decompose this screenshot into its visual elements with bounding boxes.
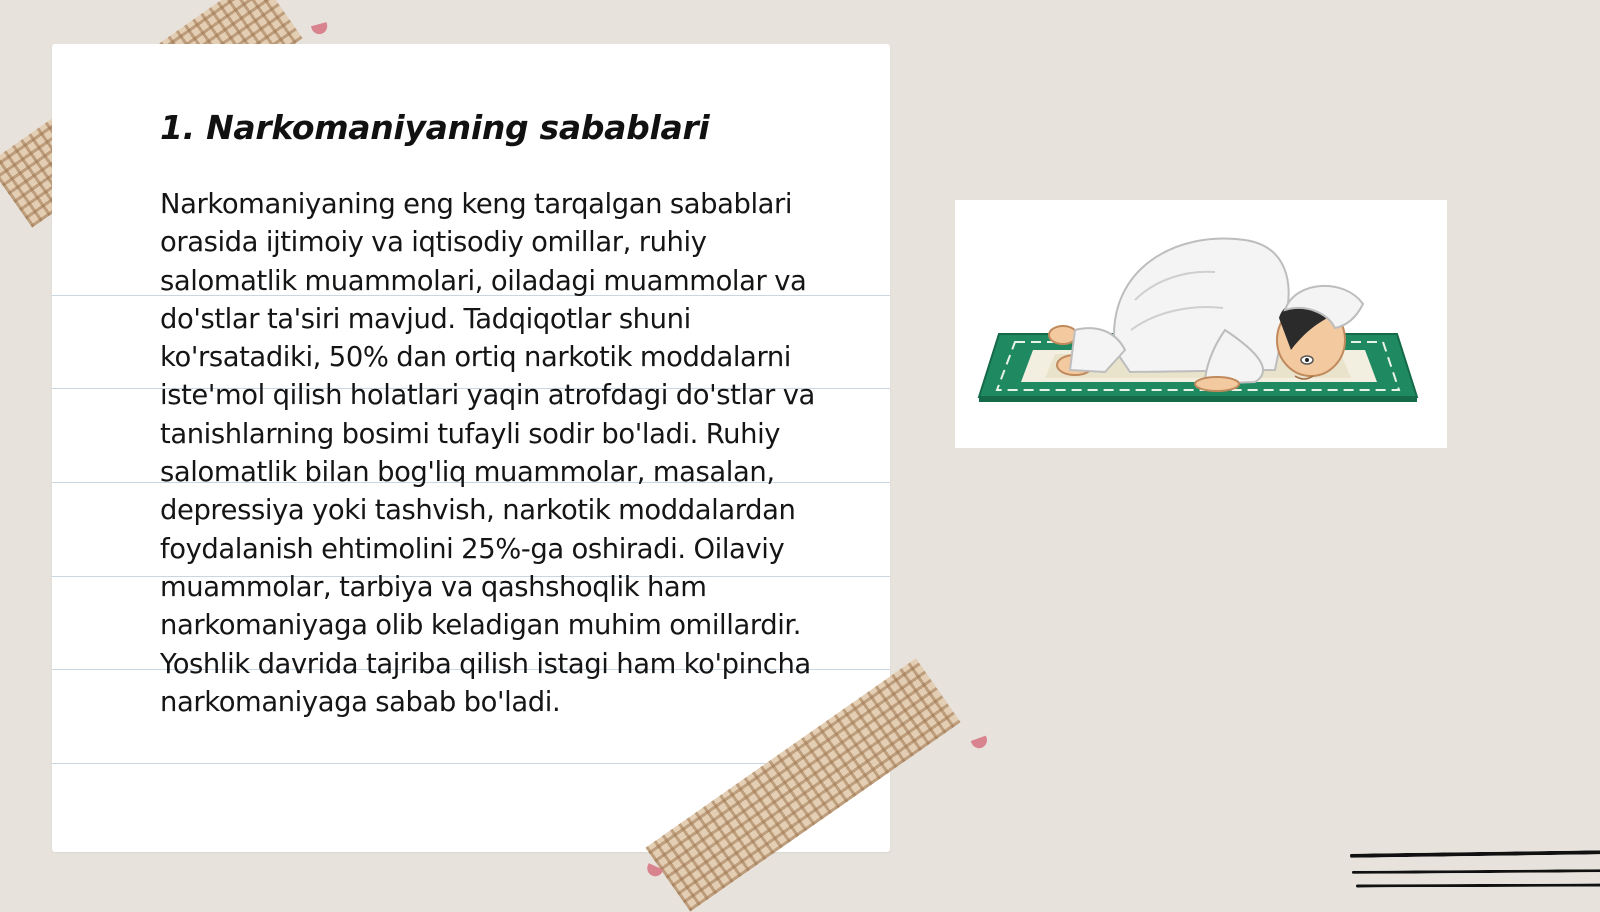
praying-boy-icon: [955, 200, 1447, 448]
tape-curl-decoration: [971, 736, 989, 751]
praying-boy-illustration: [955, 200, 1447, 448]
decorative-brush-stroke: [1356, 884, 1600, 888]
slide-title: 1. Narkomaniyaning sabablari: [160, 108, 710, 147]
decorative-brush-stroke: [1352, 869, 1600, 874]
tape-curl-decoration: [311, 22, 329, 36]
decorative-brush-stroke: [1350, 850, 1600, 858]
slide-body-text: Narkomaniyaning eng keng tarqalgan sabablari orasida ijtimoiy va iqtisodiy omillar, ruhiy salomatlik muammolari, oiladagi muammolar va do'stlar ta'siri mavjud. Tadqiqotlar shuni ko'rsatadiki, 50% dan ortiq narkotik moddalarni iste'mol qilish holatlari yaqin atrofdagi do'stlar va tanishlarning bosimi tufayli sodir bo'ladi. Ruhiy salomatlik bilan bog'liq muammolar, masalan, depressiya yoki tashvish, narkotik moddalardan foydalanish ehtimolini 25%-ga oshiradi. Oilaviy muammolar, tarbiya va qashshoqlik ham narkomaniyaga olib keladigan muhim omillardir. Yoshlik davrida tajriba qilish istagi ham ko'pincha narkomaniyaga sabab bo'ladi.: [160, 189, 815, 718]
